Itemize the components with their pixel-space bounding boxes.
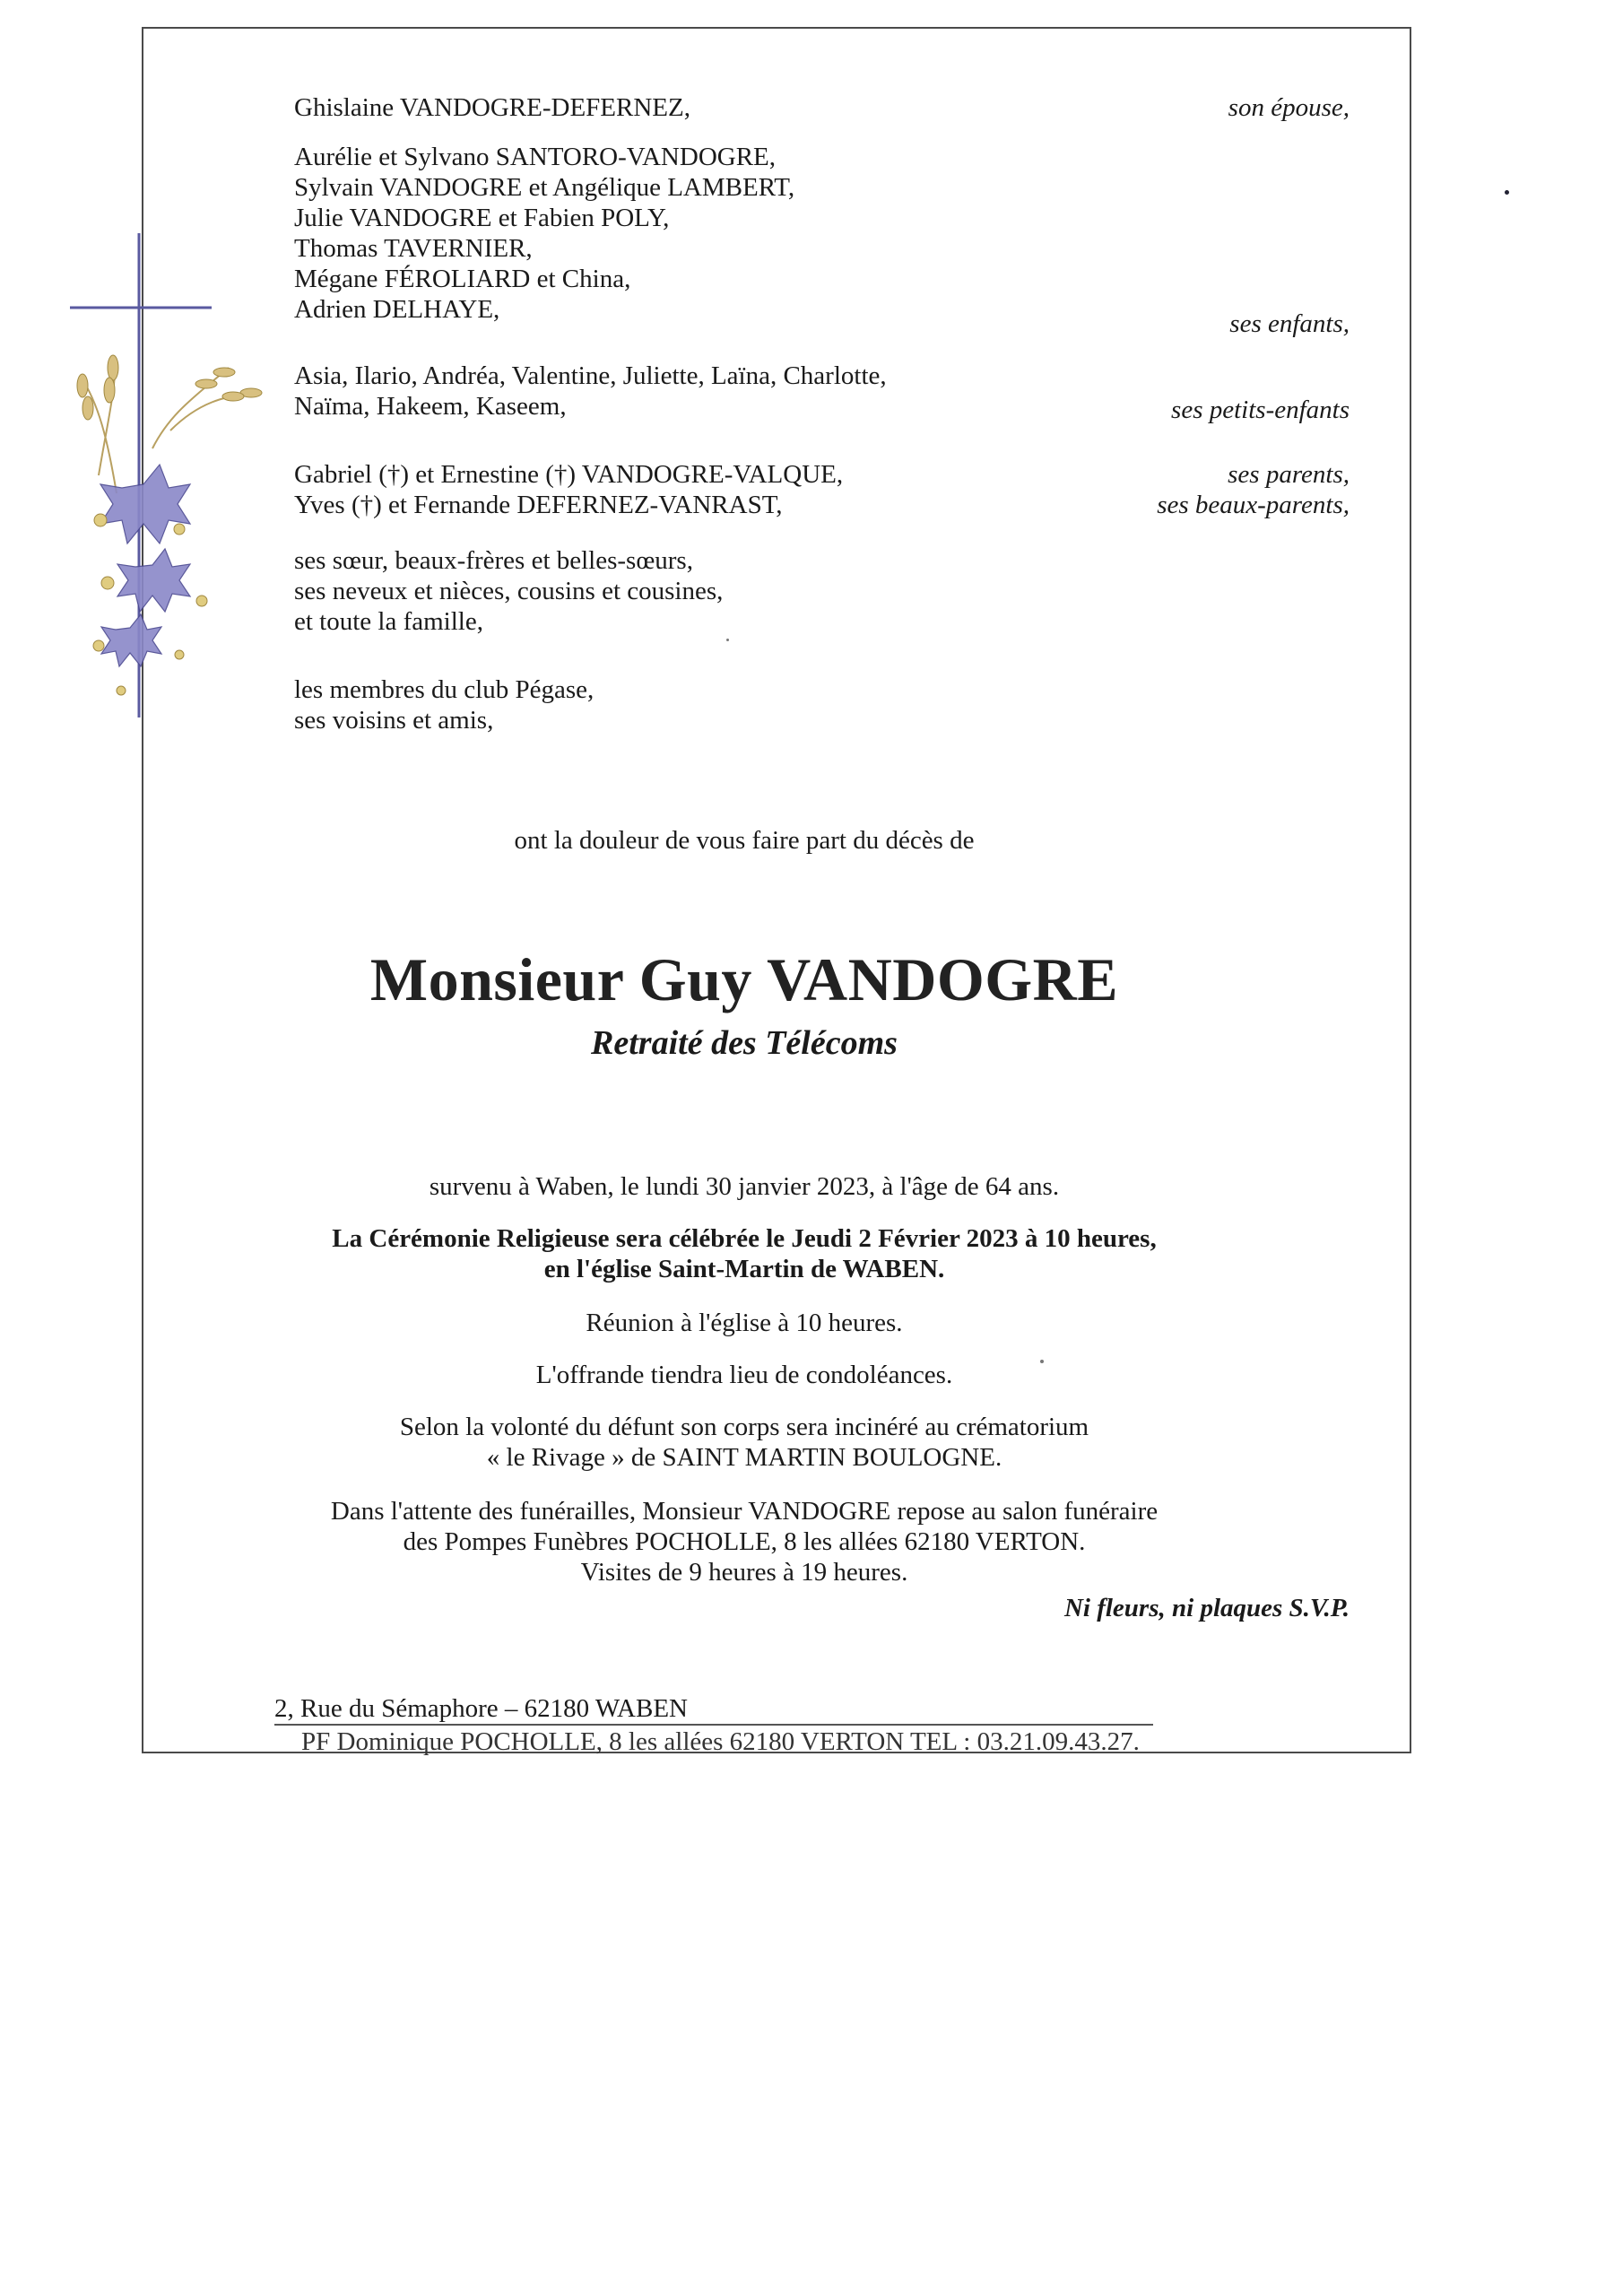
extended-family-line: ses neveux et nièces, cousins et cousines, bbox=[294, 577, 724, 605]
child-line: Mégane FÉROLIARD et China, bbox=[294, 265, 631, 293]
scan-speck bbox=[1040, 1360, 1044, 1363]
footer-funeral-home: PF Dominique POCHOLLE, 8 les allées 62180 VERTON TEL : 03.21.09.43.27. bbox=[301, 1727, 1140, 1756]
rest-line: des Pompes Funèbres POCHOLLE, 8 les allées 62180 VERTON. bbox=[403, 1527, 1086, 1556]
grandchildren-line: Naïma, Hakeem, Kaseem, bbox=[294, 392, 567, 421]
death-details: survenu à Waben, le lundi 30 janvier 2023, à l'âge de 64 ans. bbox=[429, 1172, 1060, 1201]
parents-line: Gabriel (†) et Ernestine (†) VANDOGRE-VALQUE, bbox=[294, 460, 844, 489]
scan-speck bbox=[726, 639, 729, 641]
rest-line: Dans l'attente des funérailles, Monsieur VANDOGRE repose au salon funéraire bbox=[330, 1497, 1159, 1526]
ceremony-line: en l'église Saint-Martin de WABEN. bbox=[543, 1255, 945, 1283]
announcement-text: ont la douleur de vous faire part du décès de bbox=[514, 826, 975, 855]
children-relation: ses enfants, bbox=[1229, 309, 1350, 338]
rest-line: Visites de 9 heures à 19 heures. bbox=[580, 1558, 908, 1587]
extended-family-line: ses sœur, beaux-frères et belles-sœurs, bbox=[294, 546, 693, 575]
deceased-title: Retraité des Télécoms bbox=[591, 1024, 898, 1062]
child-line: Thomas TAVERNIER, bbox=[294, 234, 533, 263]
ceremony-line: La Cérémonie Religieuse sera célébrée le Jeudi 2 Février 2023 à 10 heures, bbox=[332, 1224, 1157, 1253]
cremation-line: « le Rivage » de SAINT MARTIN BOULOGNE. bbox=[486, 1443, 1002, 1472]
friends-line: ses voisins et amis, bbox=[294, 706, 494, 735]
cremation-line: Selon la volonté du défunt son corps sera incinéré au crématorium bbox=[399, 1413, 1089, 1441]
footer-address: 2, Rue du Sémaphore – 62180 WABEN bbox=[274, 1694, 688, 1723]
deceased-name: Monsieur Guy VANDOGRE bbox=[369, 945, 1119, 1013]
floral-wheat-ornament bbox=[45, 224, 278, 726]
spouse-relation: son épouse, bbox=[1228, 93, 1350, 122]
child-line: Adrien DELHAYE, bbox=[294, 295, 500, 324]
grandchildren-line: Asia, Ilario, Andréa, Valentine, Juliette, Laïna, Charlotte, bbox=[294, 361, 887, 390]
child-line: Julie VANDOGRE et Fabien POLY, bbox=[294, 204, 670, 232]
scan-speck bbox=[1505, 190, 1509, 195]
footer-divider bbox=[274, 1724, 1153, 1726]
meeting-text: Réunion à l'église à 10 heures. bbox=[586, 1309, 903, 1337]
in-laws-relation: ses beaux-parents, bbox=[1157, 491, 1350, 519]
grandchildren-relation: ses petits-enfants bbox=[1171, 396, 1350, 424]
parents-relation: ses parents, bbox=[1228, 460, 1350, 489]
parents-line: Yves (†) et Fernande DEFERNEZ-VANRAST, bbox=[294, 491, 783, 519]
no-flowers-note: Ni fleurs, ni plaques S.V.P. bbox=[1063, 1594, 1350, 1622]
spouse-name: Ghislaine VANDOGRE-DEFERNEZ, bbox=[294, 93, 690, 122]
extended-family-line: et toute la famille, bbox=[294, 607, 483, 636]
child-line: Aurélie et Sylvano SANTORO-VANDOGRE, bbox=[294, 143, 777, 171]
friends-line: les membres du club Pégase, bbox=[294, 675, 595, 704]
child-line: Sylvain VANDOGRE et Angélique LAMBERT, bbox=[294, 173, 795, 202]
offering-text: L'offrande tiendra lieu de condoléances. bbox=[535, 1361, 953, 1389]
